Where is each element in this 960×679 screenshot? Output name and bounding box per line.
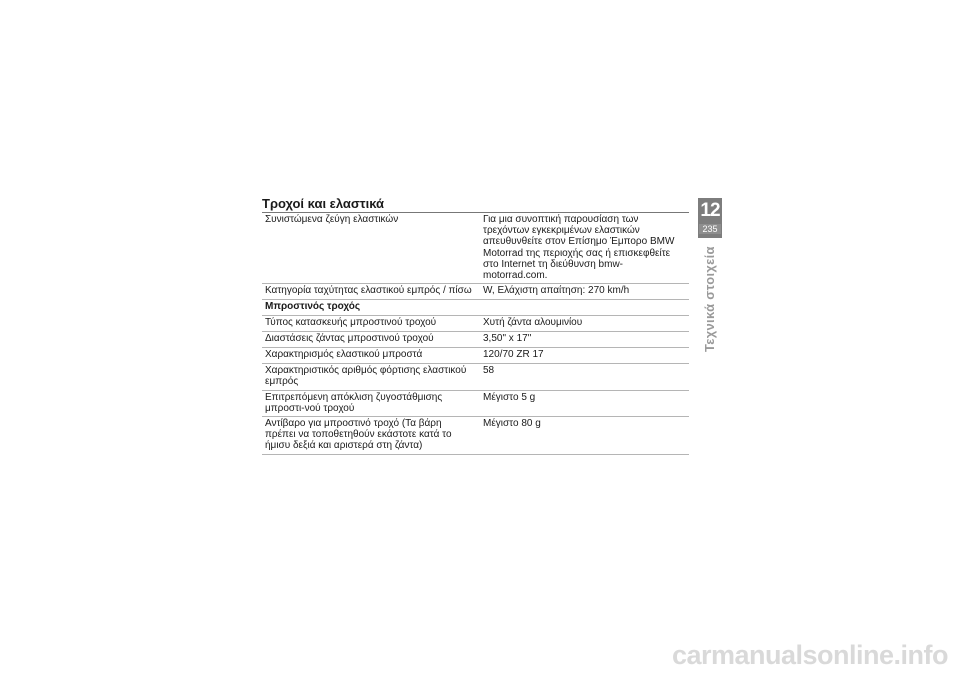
- table-row: [262, 364, 689, 390]
- page-number: 235: [699, 224, 721, 234]
- spec-label: Τύπος κατασκευής μπροστινού τροχού: [265, 317, 437, 329]
- table-row: [262, 316, 689, 332]
- table-row: [262, 332, 689, 348]
- table-row: [262, 213, 689, 284]
- spec-value: Μέγιστο 80 g: [483, 418, 541, 430]
- section-title: Τροχοί και ελαστικά: [262, 196, 385, 211]
- spec-value: 120/70 ZR 17: [483, 349, 544, 361]
- spec-label: Συνιστώμενα ζεύγη ελαστικών: [265, 214, 399, 225]
- spec-value: Μέγιστο 5 g: [483, 391, 536, 403]
- watermark: carmanualsonline.info: [671, 640, 948, 670]
- table-row: [262, 417, 689, 455]
- spec-table: [262, 212, 689, 455]
- spec-value: 3,50" x 17": [483, 333, 532, 345]
- group-heading: Μπροστινός τροχός: [265, 301, 361, 313]
- chapter-side-label-text: Τεχνικά στοιχεία: [702, 246, 717, 352]
- spec-label: Διαστάσεις ζάντας μπροστινού τροχού: [265, 333, 434, 345]
- spec-value: W, Ελάχιστη απαίτηση: 270 km/h: [483, 285, 630, 297]
- table-row: [262, 284, 689, 300]
- spec-label: Χαρακτηριστικός αριθμός φόρτισης ελαστικού εμπρός: [265, 365, 467, 388]
- spec-label: Επιτρεπόμενη απόκλιση ζυγοστάθμισης μπροστι-νού τροχού: [265, 391, 443, 414]
- spec-label: Χαρακτηρισμός ελαστικού μπροστά: [265, 349, 423, 361]
- chapter-number: 12: [700, 200, 720, 221]
- spec-value: 58: [483, 365, 495, 377]
- spec-label: Αντίβαρο για μπροστινό τροχό (Τα βάρη πρέπει να τοποθετηθούν εκάστοτε κατά το ήμισυ δεξιά και αριστερά στη ζάντα): [265, 418, 452, 452]
- spec-label: Κατηγορία ταχύτητας ελαστικού εμπρός / πίσω: [265, 285, 472, 297]
- chapter-tab: [698, 198, 722, 238]
- table-row: [262, 348, 689, 364]
- spec-value: Χυτή ζάντα αλουμινίου: [483, 317, 583, 329]
- spec-value: Για μια συνοπτική παρουσίαση των τρεχόντων εγκεκριμένων ελαστικών απευθυνθείτε στον Επίσημο Έμπορο BMW Motorrad της περιοχής σας ή επισκεφθείτε στο Internet τη διεύθυνση bmw-motorrad.com.: [483, 214, 675, 282]
- table-row: [262, 391, 689, 417]
- group-header-row: [262, 300, 689, 316]
